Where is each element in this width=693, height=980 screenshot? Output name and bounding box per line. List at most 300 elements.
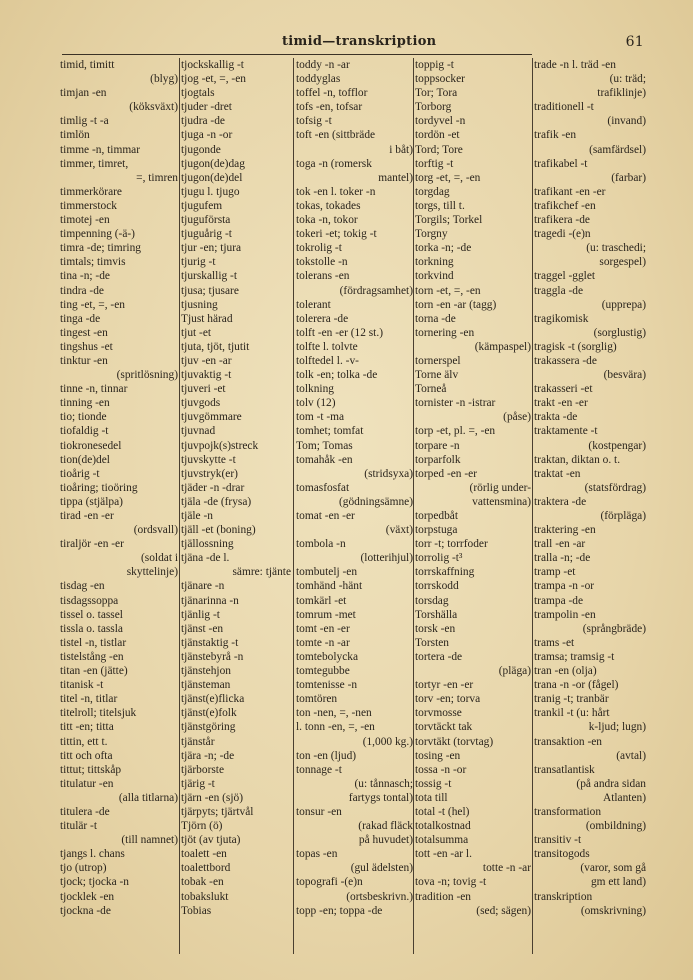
dictionary-entry-line: tjänstgöring — [181, 721, 236, 734]
dictionary-entry-line: tordön -et — [415, 129, 460, 142]
dictionary-entry-line: tjo (utrop) — [60, 862, 107, 875]
dictionary-entry-line: tobakslukt — [181, 890, 229, 903]
dictionary-entry-line: tordyvel -n — [415, 115, 466, 128]
dictionary-entry-line: timotej -en — [60, 214, 110, 227]
column-2 — [181, 58, 291, 918]
dictionary-entry-line: torka -n; -de — [415, 242, 472, 255]
dictionary-entry-line: tjuvgods — [181, 397, 221, 410]
dictionary-entry-line: timjan -en — [60, 87, 107, 100]
dictionary-entry-line: tott -en -ar l. — [415, 848, 472, 861]
dictionary-entry-line: tiokronesedel — [60, 439, 122, 452]
dictionary-entry-line: ton -nen, =, -nen — [296, 707, 372, 720]
dictionary-entry-line: tomt -en -er — [296, 622, 350, 635]
dictionary-entry-line: (u: traschedi; — [586, 242, 646, 255]
dictionary-entry-line: torrolig -t³ — [415, 552, 463, 565]
dictionary-entry-line: torvtäckt tak — [415, 721, 473, 734]
dictionary-entry-line: transitogods — [534, 848, 590, 861]
dictionary-entry-line: ton -en (ljud) — [296, 749, 357, 762]
dictionary-entry-line: tjära -n; -de — [181, 749, 235, 762]
dictionary-entry-line: Tord; Tore — [415, 143, 463, 156]
dictionary-entry-line: vattensmina) — [472, 495, 531, 508]
dictionary-entry-line: tjuveri -et — [181, 383, 226, 396]
dictionary-entry-line: torvtäkt (torvtag) — [415, 735, 494, 748]
dictionary-entry-line: Tom; Tomas — [296, 439, 353, 452]
dictionary-entry-line: tjut -et — [181, 326, 212, 339]
dictionary-entry-line: tistelstång -en — [60, 650, 124, 663]
dictionary-entry-line: tofsig -t — [296, 115, 332, 128]
dictionary-entry-line: timlig -t -a — [60, 115, 109, 128]
page-header — [62, 32, 662, 52]
dictionary-entry-line: tolftedel l. -v- — [296, 354, 359, 367]
dictionary-entry-line: trafiklinje) — [597, 87, 646, 100]
dictionary-entry-line: tomkärl -et — [296, 594, 347, 607]
dictionary-entry-line: Torne älv — [415, 369, 459, 382]
column-3 — [296, 58, 413, 918]
dictionary-entry-line: tornister -n -istrar — [415, 397, 496, 410]
dictionary-entry-line: tortera -de — [415, 650, 463, 663]
dictionary-entry-line: tjänarinna -n — [181, 594, 239, 607]
dictionary-entry-line: tina -n; -de — [60, 270, 110, 283]
dictionary-entry-line: tolerans -en — [296, 270, 350, 283]
dictionary-entry-line: (gul ädelsten) — [350, 862, 413, 875]
dictionary-entry-line: torgdag — [415, 185, 450, 198]
dictionary-entry-line: tran -en (olja) — [534, 665, 597, 678]
dictionary-entry-line: toffel -n, tofflor — [296, 87, 368, 100]
dictionary-entry-line: (spritlösning) — [116, 369, 178, 382]
dictionary-entry-line: transformation — [534, 805, 602, 818]
dictionary-entry-line: tjockskallig -t — [181, 59, 244, 71]
dictionary-entry-line: gm ett land) — [590, 876, 646, 889]
dictionary-entry-line: trakasseri -et — [534, 383, 593, 396]
dictionary-entry-line: torrskodd — [415, 580, 459, 593]
dictionary-entry-line: tittin, ett t. — [60, 735, 108, 748]
dictionary-entry-line: tjuga -n -or — [181, 129, 233, 142]
dictionary-entry-line: (u: tånnasch; — [354, 777, 413, 790]
dictionary-entry-line: titulär -t — [60, 820, 98, 833]
dictionary-entry-line: tjänsteman — [181, 679, 231, 692]
dictionary-entry-line: trafikabel -t — [534, 157, 588, 170]
dictionary-entry-line: tjuguförsta — [181, 214, 231, 227]
dictionary-entry-line: tomtenisse -n — [296, 679, 358, 692]
dictionary-entry-line: tolerant — [296, 298, 331, 311]
dictionary-entry-line: torsdag — [415, 594, 449, 607]
dictionary-entry-line: tramsa; tramsig -t — [534, 650, 615, 663]
dictionary-entry-line: (till namnet) — [121, 834, 178, 847]
dictionary-entry-line: timmerstock — [60, 199, 117, 212]
dictionary-entry-line: tralla -n; -de — [534, 552, 591, 565]
dictionary-entry-line: trampolin -en — [534, 608, 596, 621]
dictionary-entry-line: torgs, till t. — [415, 199, 465, 212]
dictionary-entry-line: tonsur -en — [296, 805, 342, 818]
dictionary-entry-line: tjäle -n — [181, 510, 213, 522]
dictionary-entry-line: tomtebolycka — [296, 650, 358, 663]
dictionary-entry-line: tissla o. tassla — [60, 622, 123, 635]
dictionary-entry-line: Tobias — [181, 904, 212, 917]
dictionary-entry-line: tiraljör -en -er — [60, 538, 124, 551]
dictionary-entry-line: torpstuga — [415, 524, 458, 537]
dictionary-entry-line: tragedi -(e)n — [534, 228, 591, 241]
dictionary-entry-line: tokas, tokades — [296, 199, 361, 212]
dictionary-entry-line: Torgny — [415, 228, 448, 241]
dictionary-entry-line: trams -et — [534, 636, 575, 649]
dictionary-entry-line: tjugon(de)dag — [181, 157, 245, 170]
dictionary-entry-line: (sorglustig) — [593, 326, 646, 339]
dictionary-entry-line: tio; tionde — [60, 411, 107, 424]
running-title: timid—transkription — [282, 34, 437, 49]
dictionary-entry-line: tjuvgömmare — [181, 411, 242, 424]
dictionary-entry-line: tomat -en -er — [296, 510, 355, 522]
dictionary-entry-line: tokstolle -n — [296, 256, 348, 269]
dictionary-entry-line: tossa -n -or — [415, 763, 467, 776]
dictionary-entry-line: toka -n, tokor — [296, 214, 358, 227]
column-divider — [179, 58, 180, 954]
dictionary-entry-line: trafikant -en -er — [534, 185, 606, 198]
dictionary-entry-line: titanisk -t — [60, 679, 104, 692]
dictionary-entry-line: Torshälla — [415, 608, 458, 621]
dictionary-entry-line: tistel -n, tistlar — [60, 636, 127, 649]
dictionary-entry-line: traktera -de — [534, 495, 587, 508]
dictionary-entry-line: sämre: tjänte — [232, 566, 291, 579]
dictionary-entry-line: tolk -en; tolka -de — [296, 369, 378, 382]
dictionary-entry-line: tossig -t — [415, 777, 452, 790]
dictionary-entry-line: i båt) — [389, 143, 413, 156]
dictionary-entry-line: tissel o. tassel — [60, 608, 123, 621]
dictionary-entry-line: (varor, som gå — [580, 862, 646, 875]
dictionary-entry-line: tomahåk -en — [296, 453, 353, 466]
dictionary-entry-line: tjudra -de — [181, 115, 225, 128]
dictionary-entry-line: tjänstår — [181, 735, 215, 748]
dictionary-entry-line: (soldat i — [140, 552, 178, 565]
dictionary-entry-line: tombutelj -en — [296, 566, 358, 579]
dictionary-entry-line: tjärig -t — [181, 777, 215, 790]
dictionary-entry-line: tjäll -et (boning) — [181, 524, 256, 537]
dictionary-entry-line: tombola -n — [296, 538, 346, 551]
dictionary-entry-line: tornerspel — [415, 354, 461, 367]
dictionary-entry-line: tinga -de — [60, 312, 101, 325]
dictionary-entry-line: timtals; timvis — [60, 256, 126, 269]
dictionary-entry-line: (förpläga) — [600, 510, 646, 522]
dictionary-entry-line: traditionell -t — [534, 101, 594, 114]
dictionary-entry-line: torparfolk — [415, 453, 461, 466]
dictionary-entry-line: tjurig -t — [181, 256, 216, 269]
dictionary-entry-line: torftig -t — [415, 157, 454, 170]
dictionary-entry-line: tjugu l. tjugo — [181, 185, 240, 198]
page-number: 61 — [625, 34, 644, 50]
dictionary-entry-line: (köksväxt) — [129, 101, 178, 114]
dictionary-entry-line: tjänst(e)folk — [181, 707, 237, 720]
dictionary-entry-line: tjänst(e)flicka — [181, 693, 245, 706]
dictionary-entry-line: tjocklek -en — [60, 890, 115, 903]
dictionary-entry-line: tjurskallig -t — [181, 270, 237, 283]
dictionary-entry-line: tomhänd -hänt — [296, 580, 363, 593]
dictionary-entry-line: traktering -en — [534, 524, 596, 537]
dictionary-entry-line: tjur -en; tjura — [181, 242, 242, 255]
dictionary-entry-line: topp -en; toppa -de — [296, 904, 383, 917]
dictionary-entry-line: =, timren — [136, 171, 178, 184]
column-4 — [415, 58, 531, 918]
dictionary-entry-line: titt -en; titta — [60, 721, 114, 734]
dictionary-entry-line: titelroll; titelsjuk — [60, 707, 137, 720]
dictionary-entry-line: tjänstebyrå -n — [181, 650, 244, 663]
dictionary-entry-line: tova -n; tovig -t — [415, 876, 487, 889]
dictionary-entry-line: tjockna -de — [60, 904, 111, 917]
dictionary-entry-line: torg -et, =, -en — [415, 171, 481, 184]
dictionary-entry-line: torkvind — [415, 270, 454, 283]
dictionary-entry-line: trana -n -or (fågel) — [534, 679, 619, 692]
dictionary-entry-line: på huvudet) — [358, 834, 413, 847]
dictionary-entry-line: (fördragsamhet) — [339, 284, 413, 297]
dictionary-entry-line: tindra -de — [60, 284, 104, 297]
column-divider — [293, 58, 294, 954]
dictionary-entry-line: torr -t; torrfoder — [415, 538, 488, 551]
dictionary-entry-line: Torsten — [415, 636, 449, 649]
dictionary-entry-line: tion(de)del — [60, 453, 110, 466]
dictionary-entry-line: tjuv -en -ar — [181, 354, 232, 367]
dictionary-entry-line: toddy -n -ar — [296, 59, 350, 71]
dictionary-entry-line: Atlanten) — [602, 791, 646, 804]
dictionary-entry-line: (invand) — [607, 115, 646, 128]
dictionary-entry-line: (växt) — [385, 524, 413, 537]
header-rule — [62, 54, 532, 55]
dictionary-entry-line: toalett -en — [181, 848, 227, 861]
dictionary-entry-line: toppsocker — [415, 73, 465, 86]
dictionary-entry-line: topografi -(e)n — [296, 876, 363, 889]
dictionary-entry-line: tjangs l. chans — [60, 848, 125, 861]
dictionary-entry-line: tjuvskytte -t — [181, 453, 236, 466]
dictionary-entry-line: tjusa; tjusare — [181, 284, 239, 297]
dictionary-entry-line: tisdagssoppa — [60, 594, 119, 607]
dictionary-entry-line: tokeri -et; tokig -t — [296, 228, 377, 241]
dictionary-entry-line: tolerera -de — [296, 312, 349, 325]
dictionary-entry-line: tjänare -n — [181, 580, 225, 593]
dictionary-entry-line: tonnage -t — [296, 763, 342, 776]
dictionary-entry-line: toddyglas — [296, 73, 341, 86]
dictionary-entry-line: (u: träd; — [609, 73, 646, 86]
dictionary-entry-line: tjänstaktig -t — [181, 636, 239, 649]
dictionary-entry-line: tjugufem — [181, 199, 223, 212]
dictionary-entry-line: trafik -en — [534, 129, 577, 142]
dictionary-entry-line: trade -n l. träd -en — [534, 59, 616, 71]
dictionary-entry-line: tisdag -en — [60, 580, 105, 593]
dictionary-entry-line: skyttelinje) — [126, 566, 178, 579]
dictionary-entry-line: Tjust härad — [181, 312, 233, 325]
dictionary-entry-line: (sed; sägen) — [476, 904, 531, 917]
dictionary-entry-line: tiofaldig -t — [60, 425, 109, 438]
dictionary-entry-line: ting -et, =, -en — [60, 298, 125, 311]
dictionary-entry-line: titan -en (jätte) — [60, 665, 128, 678]
dictionary-entry-line: tittut; tittskåp — [60, 763, 122, 776]
dictionary-entry-line: tjuder -dret — [181, 101, 232, 114]
dictionary-entry-line: l. tonn -en, =, -en — [296, 721, 375, 734]
dictionary-entry-line: tradition -en — [415, 890, 471, 903]
dictionary-entry-line: trall -en -ar — [534, 538, 586, 551]
column-divider — [413, 58, 414, 954]
dictionary-entry-line: titulatur -en — [60, 777, 114, 790]
dictionary-entry-line: tomte -n -ar — [296, 636, 350, 649]
dictionary-entry-line: tolfte l. tolvte — [296, 340, 358, 353]
dictionary-entry-line: torkning — [415, 256, 454, 269]
dictionary-entry-line: tjog -et, =, -en — [181, 73, 246, 86]
dictionary-entry-line: tjällossning — [181, 538, 234, 551]
dictionary-entry-line: (upprepa) — [601, 298, 646, 311]
dictionary-entry-line: (kostpengar) — [588, 439, 646, 452]
dictionary-entry-line: Torborg — [415, 101, 452, 114]
dictionary-entry-line: titel -n, titlar — [60, 693, 118, 706]
dictionary-entry-line: (ordsvall) — [133, 524, 178, 537]
dictionary-entry-line: tramp -et — [534, 566, 576, 579]
dictionary-entry-line: transaktion -en — [534, 735, 603, 748]
dictionary-entry-line: transitiv -t — [534, 834, 582, 847]
dictionary-entry-line: k-ljud; lugn) — [588, 721, 646, 734]
dictionary-entry-line: Tor; Tora — [415, 87, 458, 100]
dictionary-entry-line: tjugonde — [181, 143, 221, 156]
dictionary-entry-line: (besvära) — [603, 369, 646, 382]
dictionary-entry-line: toga -n (romersk — [296, 157, 372, 170]
dictionary-entry-line: tjuta, tjöt, tjutit — [181, 340, 250, 353]
dictionary-entry-line: tjärborste — [181, 763, 225, 776]
dictionary-entry-line: (ombildning) — [585, 820, 646, 833]
dictionary-entry-line: trafikera -de — [534, 214, 590, 227]
dictionary-entry-line: tjuvnad — [181, 425, 216, 438]
dictionary-entry-line: timmerkörare — [60, 185, 122, 198]
dictionary-entry-line: traktat -en — [534, 467, 581, 480]
dictionary-entry-line: totalsumma — [415, 834, 469, 847]
dictionary-entry-line: tranig -t; tranbär — [534, 693, 609, 706]
dictionary-entry-line: (gödningsämne) — [338, 495, 413, 508]
dictionary-entry-line: (rakad fläck — [358, 820, 413, 833]
dictionary-entry-line: tingshus -et — [60, 340, 113, 353]
dictionary-entry-line: tioåring; tioöring — [60, 481, 138, 494]
dictionary-entry-line: topas -en — [296, 848, 338, 861]
dictionary-entry-line: tofs -en, tofsar — [296, 101, 363, 114]
dictionary-entry-line: traktamente -t — [534, 425, 598, 438]
dictionary-entry-line: timpenning (-ä-) — [60, 228, 135, 241]
dictionary-entry-line: tioårig -t — [60, 467, 100, 480]
dictionary-entry-line: toft -en (sittbräde — [296, 129, 376, 142]
dictionary-entry-line: timra -de; timring — [60, 242, 141, 255]
dictionary-entry-line: Torneå — [415, 383, 447, 396]
dictionary-entry-line: torpare -n — [415, 439, 460, 452]
dictionary-entry-line: torpedbåt — [415, 510, 459, 522]
dictionary-entry-line: torna -de — [415, 312, 456, 325]
dictionary-entry-line: (1,000 kg.) — [362, 735, 413, 748]
dictionary-entry-line: tornering -en — [415, 326, 475, 339]
dictionary-entry-line: Torgils; Torkel — [415, 214, 483, 227]
dictionary-entry-line: tortyr -en -er — [415, 679, 474, 692]
dictionary-entry-line: tjäder -n -drar — [181, 481, 245, 494]
dictionary-entry-line: torrskaffning — [415, 566, 475, 579]
dictionary-entry-line: totalkostnad — [415, 820, 471, 833]
dictionary-entry-line: (pläga) — [498, 665, 531, 678]
dictionary-entry-line: tjänlig -t — [181, 608, 220, 621]
dictionary-entry-line: torn -et, =, -en — [415, 284, 481, 297]
dictionary-entry-line: (statsfördrag) — [584, 481, 646, 494]
dictionary-entry-line: (kämpaspel) — [474, 340, 531, 353]
dictionary-entry-line: transkription — [534, 890, 593, 903]
dictionary-entry-line: traggla -de — [534, 284, 584, 297]
dictionary-entry-line: tingest -en — [60, 326, 108, 339]
dictionary-entry-line: titt och ofta — [60, 749, 113, 762]
dictionary-entry-line: (avtal) — [616, 749, 646, 762]
dictionary-entry-line: tirad -en -er — [60, 510, 114, 522]
dictionary-entry-line: sorgespel) — [599, 256, 646, 269]
dictionary-entry-line: traktan, diktan o. t. — [534, 453, 621, 466]
column-5 — [534, 58, 646, 918]
dictionary-entry-line: tjäna -de l. — [181, 552, 230, 565]
dictionary-entry-line: trankil -t (u: hårt — [534, 707, 610, 720]
dictionary-entry-line: fartygs tontal) — [348, 791, 413, 804]
column-1 — [60, 58, 178, 918]
dictionary-entry-line: timmer, timret, — [60, 157, 129, 170]
dictionary-entry-line: tragisk -t (sorglig) — [534, 340, 617, 353]
dictionary-entry-line: tinne -n, tinnar — [60, 383, 128, 396]
dictionary-entry-line: tomhet; tomfat — [296, 425, 364, 438]
dictionary-entry-line: (på andra sidan — [576, 777, 646, 790]
dictionary-entry-line: (lotterihjul) — [360, 552, 413, 565]
dictionary-entry-line: torped -en -er — [415, 467, 477, 480]
dictionary-entry-line: (stridsyxa) — [364, 467, 413, 480]
dictionary-entry-line: tjogtals — [181, 87, 215, 100]
dictionary-entry-line: torsk -en — [415, 622, 456, 635]
dictionary-entry-line: (farbar) — [611, 171, 646, 184]
dictionary-entry-line: (samfärdsel) — [589, 143, 646, 156]
dictionary-entry-line: trakt -en -er — [534, 397, 588, 410]
dictionary-entry-line: (omskrivning) — [580, 904, 646, 917]
dictionary-entry-line: (språngbräde) — [582, 622, 646, 635]
dictionary-entry-line: tobak -en — [181, 876, 224, 889]
dictionary-entry-line: tjänst -en — [181, 622, 224, 635]
dictionary-entry-line: totte -n -ar — [482, 862, 531, 875]
dictionary-entry-line: tjäla -de (frysa) — [181, 495, 252, 508]
dictionary-entry-line: tjuvpojk(s)streck — [181, 439, 259, 452]
dictionary-entry-line: tomtegubbe — [296, 665, 350, 678]
dictionary-entry-line: mantel) — [378, 171, 413, 184]
dictionary-entry-line: tinning -en — [60, 397, 110, 410]
dictionary-entry-line: torv -en; torva — [415, 693, 481, 706]
dictionary-entry-line: tjänstehjon — [181, 665, 231, 678]
dictionary-entry-line: tjugon(de)del — [181, 171, 243, 184]
dictionary-entry-line: tjärpyts; tjärtvål — [181, 805, 254, 818]
dictionary-entry-line: toppig -t — [415, 59, 454, 71]
dictionary-entry-line: tjusning — [181, 298, 218, 311]
dictionary-entry-line: trampa -de — [534, 594, 584, 607]
dictionary-entry-line: (alla titlarna) — [118, 791, 178, 804]
dictionary-entry-line: tolft -en -er (12 st.) — [296, 326, 383, 339]
dictionary-entry-line: tjöt (av tjuta) — [181, 834, 241, 847]
dictionary-entry-line: tolkning — [296, 383, 334, 396]
dictionary-entry-line: (ortsbeskrivn.) — [346, 890, 413, 903]
dictionary-entry-line: tjuvstryk(er) — [181, 467, 238, 480]
dictionary-entry-line: tragikomisk — [534, 312, 589, 325]
dictionary-entry-line: tippa (stjälpa) — [60, 495, 123, 508]
dictionary-entry-line: toalettbord — [181, 862, 231, 875]
dictionary-entry-line: (påse) — [503, 411, 531, 424]
dictionary-entry-line: trakassera -de — [534, 354, 597, 367]
dictionary-entry-line: (blyg) — [150, 73, 178, 86]
dictionary-entry-line: trampa -n -or — [534, 580, 595, 593]
dictionary-entry-line: torvmosse — [415, 707, 462, 720]
dictionary-entry-line: timid, timitt — [60, 59, 115, 71]
dictionary-entry-line: tota till — [415, 791, 448, 804]
dictionary-entry-line: torp -et, pl. =, -en — [415, 425, 496, 438]
dictionary-entry-line: tok -en l. toker -n — [296, 185, 376, 198]
dictionary-entry-line: tosing -en — [415, 749, 461, 762]
dictionary-entry-line: total -t (hel) — [415, 805, 470, 818]
dictionary-entry-line: (rörlig under- — [469, 481, 531, 494]
dictionary-entry-line: titulera -de — [60, 805, 110, 818]
dictionary-entry-line: torn -en -ar (tagg) — [415, 298, 497, 311]
dictionary-entry-line: trafikchef -en — [534, 199, 596, 212]
